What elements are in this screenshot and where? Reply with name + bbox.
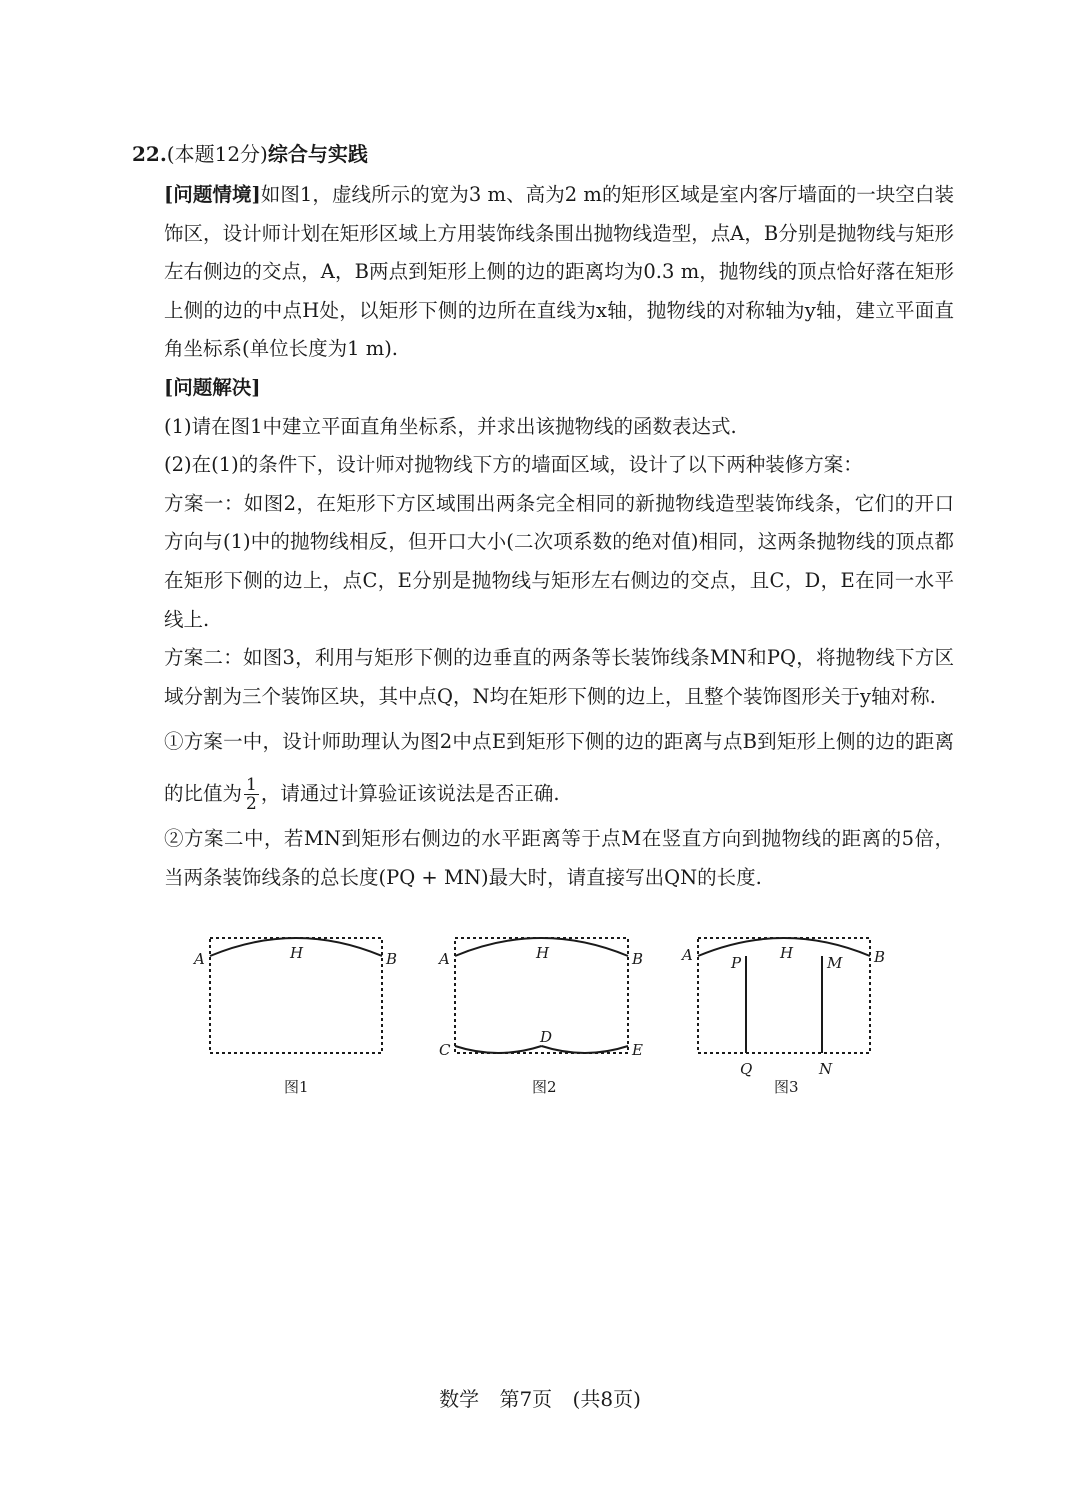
- figure-2-label-C: C: [439, 1041, 451, 1059]
- figure-3-label-H: H: [780, 944, 794, 962]
- situation-tag: [问题情境]: [164, 183, 261, 206]
- situation-paragraph: [164, 176, 954, 369]
- problem-number: 22.: [132, 142, 167, 166]
- figure-2-label-A: A: [439, 950, 450, 968]
- figure-2-label-D: D: [540, 1028, 553, 1046]
- figures-svg: [190, 928, 910, 1108]
- figure-2-parabola-right: [542, 1046, 629, 1053]
- question-1: (1)请在图1中建立平面直角坐标系，并求出该抛物线的函数表达式.: [164, 414, 737, 438]
- solve-tag: [问题解决]: [164, 375, 261, 399]
- figure-2-parabola-left: [455, 1046, 542, 1053]
- problem-score: (本题12分): [166, 142, 268, 166]
- plan-1: 方案一：如图2，在矩形下方区域围出两条完全相同的新抛物线造型装饰线条，它们的开口方向与(1)中的抛物线相反，但开口大小(二次项系数的绝对值)相同，这两条抛物线的顶点都在矩形下侧的边上，点C，E分别是抛物线与矩形左右侧边的交点，且C，D，E在同一水平线上.: [164, 491, 954, 631]
- figures-row: [190, 928, 910, 1108]
- figure-1-label-A: A: [194, 950, 205, 968]
- figure-2-label-B: B: [632, 950, 644, 968]
- figure-2: [437, 938, 643, 1096]
- figure-1-label-H: H: [290, 944, 304, 962]
- problem-title: 综合与实践: [267, 142, 368, 166]
- page-footer: [0, 1384, 1080, 1414]
- sub-question-1: ①方案一中，设计师助理认为图2中点E到矩形下侧的边的距离与点B到矩形上侧的边的距离的比值为 $\frac{1}{2}$ ，请通过计算验证该说法是否正确.: [164, 730, 954, 815]
- figure-2-label-E: E: [632, 1041, 643, 1059]
- question-2: (2)在(1)的条件下，设计师对抛物线下方的墙面区域，设计了以下两种装修方案：: [164, 453, 863, 477]
- figure-1: [192, 938, 397, 1096]
- problem-header: [132, 139, 368, 169]
- sub-question-2: ②方案二中，若MN到矩形右侧边的水平距离等于点M在竖直方向到抛物线的距离的5倍，当两条装饰线条的总长度(PQ + MN)最大时，请直接写出QN的长度.: [164, 827, 954, 889]
- figure-1-caption: 图1: [284, 1078, 309, 1096]
- figure-2-label-H: H: [536, 944, 550, 962]
- figure-3-label-Q: Q: [740, 1060, 753, 1078]
- figure-3-label-B: B: [874, 948, 886, 966]
- plan-2: 方案二：如图3，利用与矩形下侧的边垂直的两条等长装饰线条MN和PQ，将抛物线下方区域分割为三个装饰区块，其中点Q，N均在矩形下侧的边上，且整个装饰图形关于y轴对称.: [164, 646, 954, 708]
- figure-3-label-M: M: [827, 954, 843, 972]
- figure-3-label-P: P: [731, 954, 742, 972]
- footer-page: 第7页: [499, 1387, 553, 1411]
- problem-body: [164, 176, 954, 898]
- figure-3-caption: 图3: [774, 1078, 799, 1096]
- figure-3-label-N: N: [819, 1060, 833, 1078]
- footer-total: (共8页): [572, 1387, 641, 1411]
- footer-subject: 数学: [439, 1387, 480, 1411]
- figure-1-label-B: B: [386, 950, 398, 968]
- figure-3-label-A: A: [682, 946, 693, 964]
- situation-text: 如图1，虚线所示的宽为3 m、高为2 m的矩形区域是室内客厅墙面的一块空白装饰区，设计师计划在矩形区域上方用装饰线条围出抛物线造型，点A，B分别是抛物线与矩形左右侧边的交点，A，B两点到矩形上侧的边的距离均为0.3 m，抛物线的顶点恰好落在矩形上侧的边的中点H处，以矩形下侧的边所在直线为x轴，抛物线的对称轴为y轴，建立平面直角坐标系(单位长度为1 m).: [164, 183, 954, 361]
- figure-3: [680, 938, 885, 1096]
- fraction-one-half: $\frac{1}{2}$: [246, 775, 257, 815]
- figure-2-caption: 图2: [532, 1078, 557, 1096]
